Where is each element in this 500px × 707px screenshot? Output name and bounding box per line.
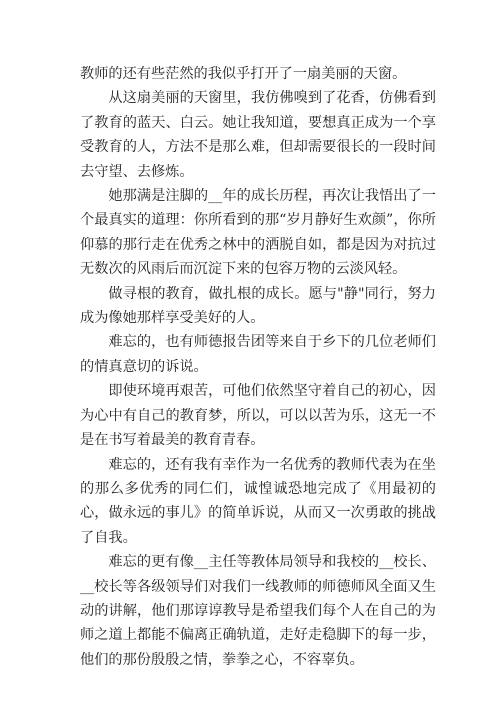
paragraph-7: 难忘的，还有我有幸作为一名优秀的教师代表为在坐的那么多优秀的同仁们，诚惶诚恐地完成了《用最初的心，做永远的事儿》的简单诉说，从而又一次勇敢的挑战了自我。	[80, 456, 436, 546]
paragraph-5: 难忘的，也有师德报告团等来自于乡下的几位老师们的情真意切的诉说。	[80, 334, 436, 375]
paragraph-2: 从这扇美丽的天窗里，我仿佛嗅到了花香，仿佛看到了教育的蓝天、白云。她让我知道，要想真正成为一个享受教育的人，方法不是那么难，但却需要很长的一段时间去守望、去修炼。	[80, 90, 436, 180]
paragraph-1: 教师的还有些茫然的我似乎打开了一扇美丽的天窗。	[80, 66, 407, 82]
paragraph-3: 她那满是注脚的__年的成长历程，再次让我悟出了一个最真实的道理：你所看到的那“岁月静好生欢颜”，你所仰慕的那行走在优秀之林中的洒脱自如，都是因为对抗过无数次的风雨后而沉淀下来的包容万物的云淡风轻。	[80, 188, 436, 278]
paragraph-8: 难忘的更有像__主任等教体局领导和我校的__校长、__校长等各级领导们对我们一线教师的师德师风全面又生动的讲解，他们那谆谆教导是希望我们每个人在自己的为师之道上都能不偏离正确轨道，走好走稳脚下的每一步，他们的那份殷殷之情，拳拳之心，不容辜负。	[80, 554, 436, 668]
paragraph-4: 做寻根的教育，做扎根的成长。愿与"静"同行，努力成为像她那样享受美好的人。	[80, 285, 436, 327]
paragraph-6: 即使环境再艰苦，可他们依然坚守着自己的初心，因为心中有自己的教育梦，所以，可以以苦为乐，这无一不是在书写着最美的教育青春。	[80, 383, 436, 449]
document-body	[80, 62, 436, 672]
